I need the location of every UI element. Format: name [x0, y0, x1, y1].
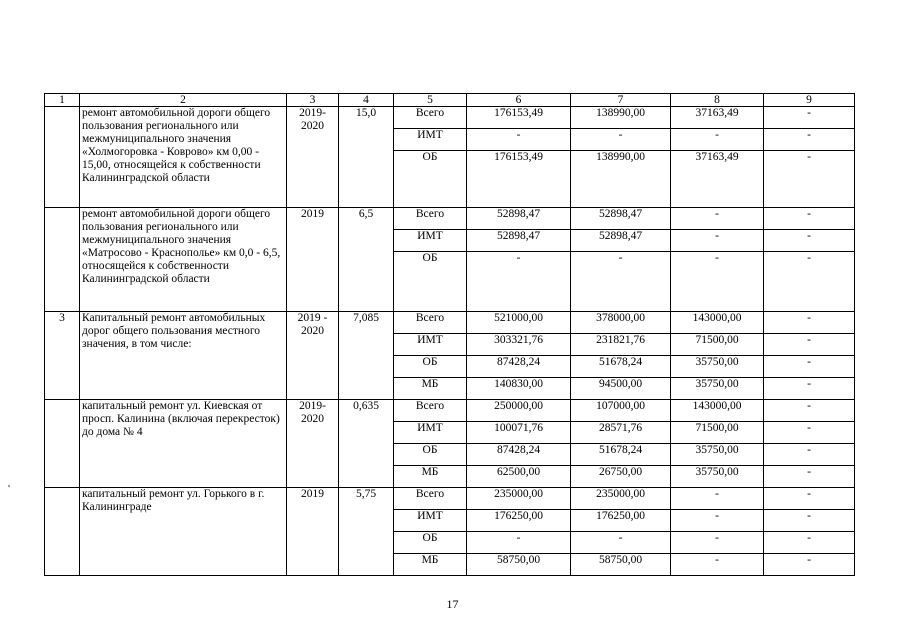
amount-col9: -: [764, 129, 855, 151]
amount-col9: -: [764, 230, 855, 252]
column-number: 7: [571, 94, 671, 107]
amount-total: 87428,24: [467, 356, 571, 378]
amount-2020: 71500,00: [671, 334, 764, 356]
amount-2020: 143000,00: [671, 312, 764, 334]
amount-2019: 28571,76: [571, 422, 671, 444]
amount-2019: 94500,00: [571, 378, 671, 400]
amount-col9: -: [764, 151, 855, 208]
column-number: 2: [80, 94, 287, 107]
amount-2020: -: [671, 129, 764, 151]
amount-total: 176250,00: [467, 510, 571, 532]
item-length: 0,635: [339, 400, 394, 488]
table-row: [45, 488, 855, 510]
funding-source: ОБ: [394, 151, 467, 208]
funding-source: Всего: [394, 400, 467, 422]
item-length: 15,0: [339, 107, 394, 208]
amount-2019: 51678,24: [571, 356, 671, 378]
amount-total: 235000,00: [467, 488, 571, 510]
amount-total: -: [467, 532, 571, 554]
table-body: [45, 94, 855, 576]
amount-total: 176153,49: [467, 151, 571, 208]
amount-col9: -: [764, 466, 855, 488]
item-number: [45, 488, 80, 576]
amount-total: 250000,00: [467, 400, 571, 422]
amount-total: 62500,00: [467, 466, 571, 488]
amount-total: 58750,00: [467, 554, 571, 576]
amount-2020: 37163,49: [671, 107, 764, 129]
amount-2020: -: [671, 532, 764, 554]
funding-source: Всего: [394, 107, 467, 129]
funding-source: ИМТ: [394, 230, 467, 252]
funding-source: ИМТ: [394, 129, 467, 151]
column-number: 3: [287, 94, 339, 107]
amount-2020: -: [671, 230, 764, 252]
budget-table: [44, 93, 855, 576]
item-length: 6,5: [339, 208, 394, 312]
amount-2020: 35750,00: [671, 466, 764, 488]
amount-2020: 35750,00: [671, 444, 764, 466]
funding-source: ОБ: [394, 532, 467, 554]
funding-source: ИМТ: [394, 334, 467, 356]
item-number: [45, 400, 80, 488]
amount-col9: -: [764, 444, 855, 466]
amount-col9: -: [764, 422, 855, 444]
funding-source: Всего: [394, 312, 467, 334]
item-years: 2019 - 2020: [287, 312, 339, 400]
amount-col9: -: [764, 107, 855, 129]
amount-total: 140830,00: [467, 378, 571, 400]
amount-2020: 35750,00: [671, 356, 764, 378]
item-years: 2019-2020: [287, 107, 339, 208]
page-number: 17: [446, 597, 459, 611]
amount-2020: 71500,00: [671, 422, 764, 444]
column-number: 9: [764, 94, 855, 107]
funding-source: ИМТ: [394, 510, 467, 532]
column-number: 6: [467, 94, 571, 107]
amount-total: 176153,49: [467, 107, 571, 129]
scan-speck: [8, 485, 10, 487]
amount-col9: -: [764, 252, 855, 312]
amount-2020: 35750,00: [671, 378, 764, 400]
amount-2020: -: [671, 488, 764, 510]
column-number: 1: [45, 94, 80, 107]
amount-2019: -: [571, 129, 671, 151]
amount-2019: 52898,47: [571, 208, 671, 230]
column-number: 8: [671, 94, 764, 107]
amount-col9: -: [764, 334, 855, 356]
item-description: капитальный ремонт ул. Горького в г. Калининграде: [80, 488, 287, 576]
amount-2019: -: [571, 252, 671, 312]
amount-col9: -: [764, 554, 855, 576]
item-description: ремонт автомобильной дороги общего пользования регионального или межмуниципального значения «Холмогоровка - Коврово» км 0,00 - 15,00, относящейся к собственности Калининградской области: [80, 107, 287, 208]
funding-source: Всего: [394, 488, 467, 510]
amount-col9: -: [764, 510, 855, 532]
item-years: 2019: [287, 488, 339, 576]
amount-2019: -: [571, 532, 671, 554]
funding-source: Всего: [394, 208, 467, 230]
funding-source: МБ: [394, 466, 467, 488]
amount-total: -: [467, 252, 571, 312]
amount-total: 521000,00: [467, 312, 571, 334]
amount-2019: 51678,24: [571, 444, 671, 466]
amount-total: 303321,76: [467, 334, 571, 356]
funding-source: ИМТ: [394, 422, 467, 444]
amount-2020: 143000,00: [671, 400, 764, 422]
item-description: ремонт автомобильной дороги общего пользования регионального или межмуниципального значения «Матросово - Краснополье» км 0,0 - 6,5, относящейся к собственности Калининградской области: [80, 208, 287, 312]
amount-col9: -: [764, 312, 855, 334]
amount-2020: -: [671, 510, 764, 532]
amount-total: 100071,76: [467, 422, 571, 444]
item-number: [45, 208, 80, 312]
amount-total: 87428,24: [467, 444, 571, 466]
funding-source: ОБ: [394, 356, 467, 378]
column-number-row: [45, 94, 855, 107]
item-years: 2019: [287, 208, 339, 312]
amount-2019: 176250,00: [571, 510, 671, 532]
item-years: 2019-2020: [287, 400, 339, 488]
funding-source: ОБ: [394, 252, 467, 312]
table-row: [45, 208, 855, 230]
amount-2020: -: [671, 208, 764, 230]
amount-2019: 58750,00: [571, 554, 671, 576]
amount-2019: 52898,47: [571, 230, 671, 252]
funding-source: МБ: [394, 378, 467, 400]
amount-2020: -: [671, 252, 764, 312]
column-number: 5: [394, 94, 467, 107]
amount-col9: -: [764, 356, 855, 378]
amount-2020: 37163,49: [671, 151, 764, 208]
amount-2019: 26750,00: [571, 466, 671, 488]
amount-col9: -: [764, 378, 855, 400]
amount-2020: -: [671, 554, 764, 576]
item-number: 3: [45, 312, 80, 400]
amount-2019: 231821,76: [571, 334, 671, 356]
amount-2019: 235000,00: [571, 488, 671, 510]
table-row: [45, 312, 855, 334]
item-description: капитальный ремонт ул. Киевская от просп. Калинина (включая перекресток) до дома № 4: [80, 400, 287, 488]
column-number: 4: [339, 94, 394, 107]
amount-2019: 378000,00: [571, 312, 671, 334]
item-description: Капитальный ремонт автомобильных дорог общего пользования местного значения, в том числе:: [80, 312, 287, 400]
amount-col9: -: [764, 532, 855, 554]
amount-total: 52898,47: [467, 230, 571, 252]
funding-source: МБ: [394, 554, 467, 576]
item-length: 7,085: [339, 312, 394, 400]
amount-2019: 107000,00: [571, 400, 671, 422]
amount-total: 52898,47: [467, 208, 571, 230]
table-row: [45, 400, 855, 422]
item-length: 5,75: [339, 488, 394, 576]
amount-2019: 138990,00: [571, 151, 671, 208]
amount-col9: -: [764, 400, 855, 422]
table-row: [45, 107, 855, 129]
amount-total: -: [467, 129, 571, 151]
amount-col9: -: [764, 488, 855, 510]
amount-2019: 138990,00: [571, 107, 671, 129]
item-number: [45, 107, 80, 208]
amount-col9: -: [764, 208, 855, 230]
funding-source: ОБ: [394, 444, 467, 466]
